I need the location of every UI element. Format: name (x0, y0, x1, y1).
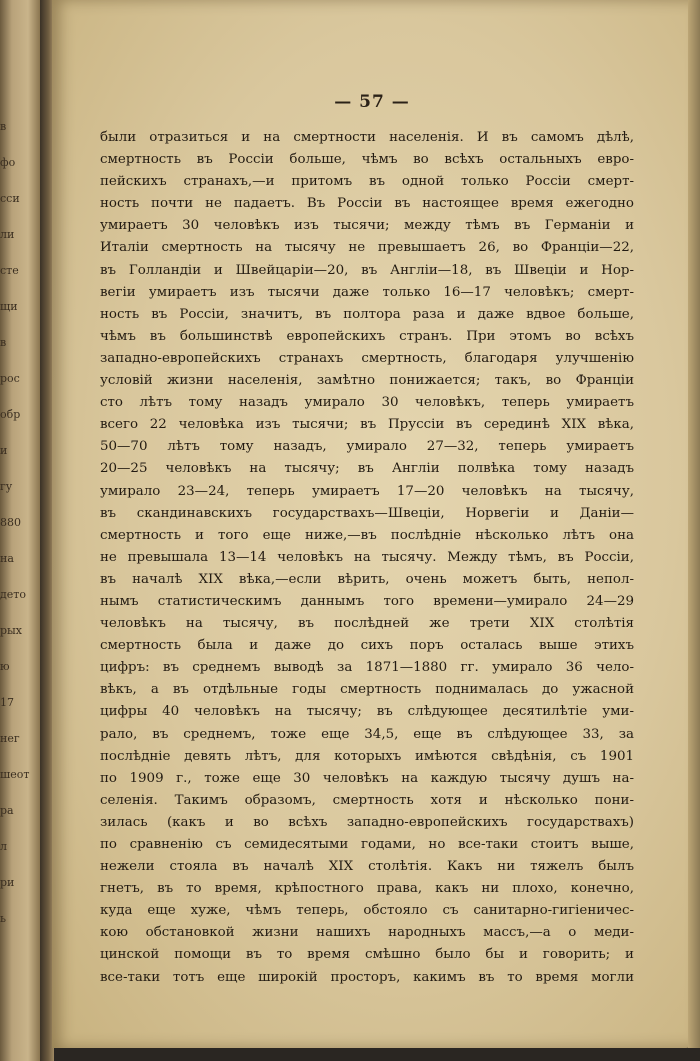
left-page-fragment: в (0, 336, 7, 349)
text-line: ность въ Россіи, значитъ, въ полтора раза и даже вдвое больше, (100, 306, 634, 322)
text-line: смертность и того еще ниже,—въ послѣдніе нѣсколько лѣтъ она (100, 527, 634, 543)
left-page-fragment: на (0, 552, 14, 565)
text-line: 50—70 лѣтъ тому назадъ, умирало 27—32, теперь умираетъ (100, 439, 634, 455)
left-page-fragment: 880 (0, 516, 21, 529)
left-page-fragment: дето (0, 588, 26, 601)
left-page-fragment: в (0, 120, 7, 133)
left-page-fragment: гу (0, 480, 13, 493)
text-line: человѣкъ на тысячу, въ послѣдней же трети XIX столѣтія (100, 616, 634, 632)
left-page-fragment: сте (0, 264, 19, 277)
text-line: западно-европейскихъ странахъ смертность, благодаря улучшенію (100, 350, 634, 366)
left-facing-page (0, 0, 40, 1061)
left-page-fragment: шеот (0, 768, 30, 781)
text-line: куда еще хуже, чѣмъ теперь, обстояло съ санитарно-гигіеничес- (100, 903, 634, 919)
text-line: всего 22 человѣка изъ тысячи; въ Пруссіи въ серединѣ XIX вѣка, (100, 417, 634, 433)
page-edge (688, 0, 700, 1048)
text-line: Италіи смертность на тысячу не превышаетъ 26, во Франціи—22, (100, 240, 634, 256)
left-page-fragment: ь (0, 912, 6, 925)
left-page-fragment: щи (0, 300, 18, 313)
left-page-fragment: ю (0, 660, 10, 673)
text-line: вегіи умираетъ изъ тысячи даже только 16—17 человѣкъ; смерт- (100, 284, 634, 300)
left-page-fragment: и (0, 444, 8, 457)
text-line: умирало 23—24, теперь умираетъ 17—20 человѣкъ на тысячу, (100, 483, 634, 499)
text-line: пейскихъ странахъ,—и притомъ въ одной только Россіи смерт- (100, 174, 634, 190)
text-line: 20—25 человѣкъ на тысячу; въ Англіи полвѣка тому назадъ (100, 461, 634, 477)
text-line: по 1909 г., тоже еще 30 человѣкъ на каждую тысячу душъ на- (100, 770, 634, 786)
text-line: смертность въ Россіи больше, чѣмъ во всѣхъ остальныхъ евро- (100, 152, 634, 168)
text-line: нежели стояла въ началѣ XIX столѣтія. Какъ ни тяжелъ былъ (100, 859, 634, 875)
text-line: въ началѣ XIX вѣка,—если вѣрить, очень можетъ быть, непол- (100, 571, 634, 587)
text-line: умираетъ 30 человѣкъ изъ тысячи; между тѣмъ въ Германіи и (100, 218, 634, 234)
text-line: цинской помощи въ то время смѣшно было бы и говорить; и (100, 947, 634, 963)
left-page-fragment: ра (0, 804, 14, 817)
left-page-fragment: рос (0, 372, 20, 385)
text-line: послѣдніе девять лѣтъ, для которыхъ имѣются свѣдѣнія, съ 1901 (100, 748, 634, 764)
text-line: смертность была и даже до сихъ поръ осталась выше этихъ (100, 638, 634, 654)
text-line: цифры 40 человѣкъ на тысячу; въ слѣдующее десятилѣтіе уми- (100, 704, 634, 720)
text-line: чѣмъ въ большинствѣ европейскихъ странъ. При этомъ во всѣхъ (100, 328, 634, 344)
book-page (52, 0, 692, 1048)
text-line: были отразиться и на смертности населенія. И въ самомъ дѣлѣ, (100, 130, 634, 145)
text-line: селенія. Такимъ образомъ, смертность хотя и нѣсколько пони- (100, 792, 634, 808)
text-line: все-таки тотъ еще широкій просторъ, какимъ въ то время могли (100, 969, 634, 985)
page-number: — 57 — (334, 92, 410, 112)
text-line: зилась (какъ и во всѣхъ западно-европейскихъ государствахъ) (100, 814, 634, 830)
text-line: не превышала 13—14 человѣкъ на тысячу. Между тѣмъ, въ Россіи, (100, 549, 634, 565)
left-page-fragment: обр (0, 408, 21, 421)
left-page-fragment: л (0, 840, 7, 853)
left-page-fragment: фо (0, 156, 16, 169)
text-line: сто лѣтъ тому назадъ умирало 30 человѣкъ, теперь умираетъ (100, 395, 634, 411)
text-line: нымъ статистическимъ даннымъ того времени—умирало 24—29 (100, 593, 634, 609)
left-page-fragment: сси (0, 192, 20, 205)
left-page-fragment: 17 (0, 696, 14, 709)
left-page-fragment: ли (0, 228, 15, 241)
text-line: условій жизни населенія, замѣтно понижается; такъ, во Франціи (100, 373, 634, 389)
left-page-fragment: рых (0, 624, 22, 637)
text-line: въ Голландіи и Швейцаріи—20, въ Англіи—18, въ Швеціи и Нор- (100, 262, 634, 278)
text-line: гнетъ, въ то время, крѣпостного права, какъ ни плохо, конечно, (100, 881, 634, 897)
left-page-fragment: нег (0, 732, 20, 745)
text-line: въ скандинавскихъ государствахъ—Швеціи, Норвегіи и Даніи— (100, 505, 634, 521)
text-line: цифръ: въ среднемъ выводѣ за 1871—1880 гг. умирало 36 чело- (100, 660, 634, 676)
text-line: кою обстановкой жизни нашихъ народныхъ массъ,—а о меди- (100, 925, 634, 941)
text-line: вѣкъ, а въ отдѣльные годы смертность поднималась до ужасной (100, 682, 634, 698)
text-line: ность почти не падаетъ. Въ Россіи въ настоящее время ежегодно (100, 196, 634, 212)
text-line: по сравненію съ семидесятыми годами, но все-таки стоитъ выше, (100, 837, 634, 852)
left-page-fragment: ри (0, 876, 15, 889)
page-body-text (100, 127, 634, 989)
text-line: рало, въ среднемъ, тоже еще 34,5, еще въ слѣдующее 33, за (100, 726, 634, 742)
